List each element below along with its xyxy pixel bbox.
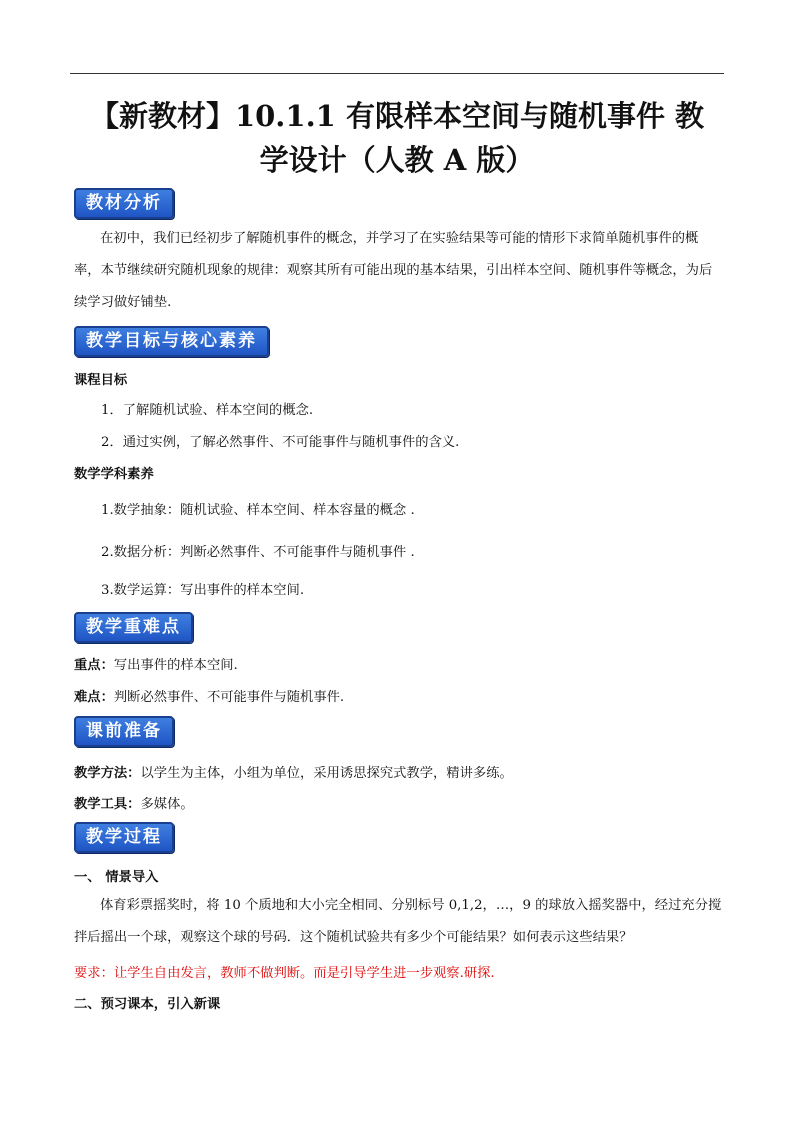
step1-heading: 一、 情景导入 xyxy=(74,870,159,885)
section-badge-prep: 课前准备 xyxy=(74,716,174,747)
section-badge-process: 教学过程 xyxy=(74,822,174,853)
course-goals-heading: 课程目标 xyxy=(74,373,128,388)
teaching-method-line xyxy=(74,762,513,781)
section-badge-keypoints: 教学重难点 xyxy=(74,612,193,643)
key-point-text: 写出事件的样本空间. xyxy=(113,658,238,673)
literacy-item: 1.数学抽象：随机试验、样本空间、样本容量的概念 . xyxy=(101,503,415,518)
step2-heading: 二、预习课本，引入新课 xyxy=(74,997,221,1012)
teaching-tool-label: 教学工具： xyxy=(74,797,141,812)
title-line-1: 【新教材】10.1.1 有限样本空间与随机事件 教 xyxy=(89,99,705,133)
course-goal-item: 1．了解随机试验、样本空间的概念. xyxy=(101,403,314,418)
difficulty-line xyxy=(74,686,344,705)
course-goal-item: 2．通过实例，了解必然事件、不可能事件与随机事件的含义. xyxy=(101,435,460,450)
teaching-tool-line xyxy=(74,793,194,812)
literacy-item: 3.数学运算：写出事件的样本空间. xyxy=(101,583,305,598)
title-line-2: 学设计（人教 A 版） xyxy=(259,143,535,177)
requirement-note: 要求：让学生自由发言，教师不做判断。而是引导学生进一步观察.研探. xyxy=(74,966,495,981)
teaching-method-label: 教学方法： xyxy=(74,766,141,781)
teaching-method-text: 以学生为主体，小组为单位，采用诱思探究式教学，精讲多练。 xyxy=(140,766,513,781)
document-title xyxy=(70,94,724,182)
difficulty-label: 难点： xyxy=(74,690,114,705)
key-point-label: 重点： xyxy=(74,658,114,673)
analysis-paragraph: 在初中，我们已经初步了解随机事件的概念，并学习了在实验结果等可能的情形下求简单随机事件的概率，本节继续研究随机现象的规律：观察其所有可能出现的基本结果，引出样本空间、随机事件等概念，为后续学习做好铺垫. xyxy=(74,231,713,310)
difficulty-text: 判断必然事件、不可能事件与随机事件. xyxy=(113,690,345,705)
key-point-line xyxy=(74,654,238,673)
literacy-heading: 数学学科素养 xyxy=(74,467,154,482)
literacy-item: 2.数据分析：判断必然事件、不可能事件与随机事件 . xyxy=(101,545,415,560)
section-badge-goals: 教学目标与核心素养 xyxy=(74,326,269,357)
header-rule xyxy=(70,73,724,74)
teaching-tool-text: 多媒体。 xyxy=(140,797,194,812)
step1-paragraph: 体育彩票摇奖时，将 10 个质地和大小完全相同、分别标号 0,1,2，…，9 的球放入摇奖器中，经过充分搅拌后摇出一个球，观察这个球的号码．这个随机试验共有多少个可能结果？如何表示这些结果？ xyxy=(74,898,722,945)
section-badge-analysis: 教材分析 xyxy=(74,188,174,219)
